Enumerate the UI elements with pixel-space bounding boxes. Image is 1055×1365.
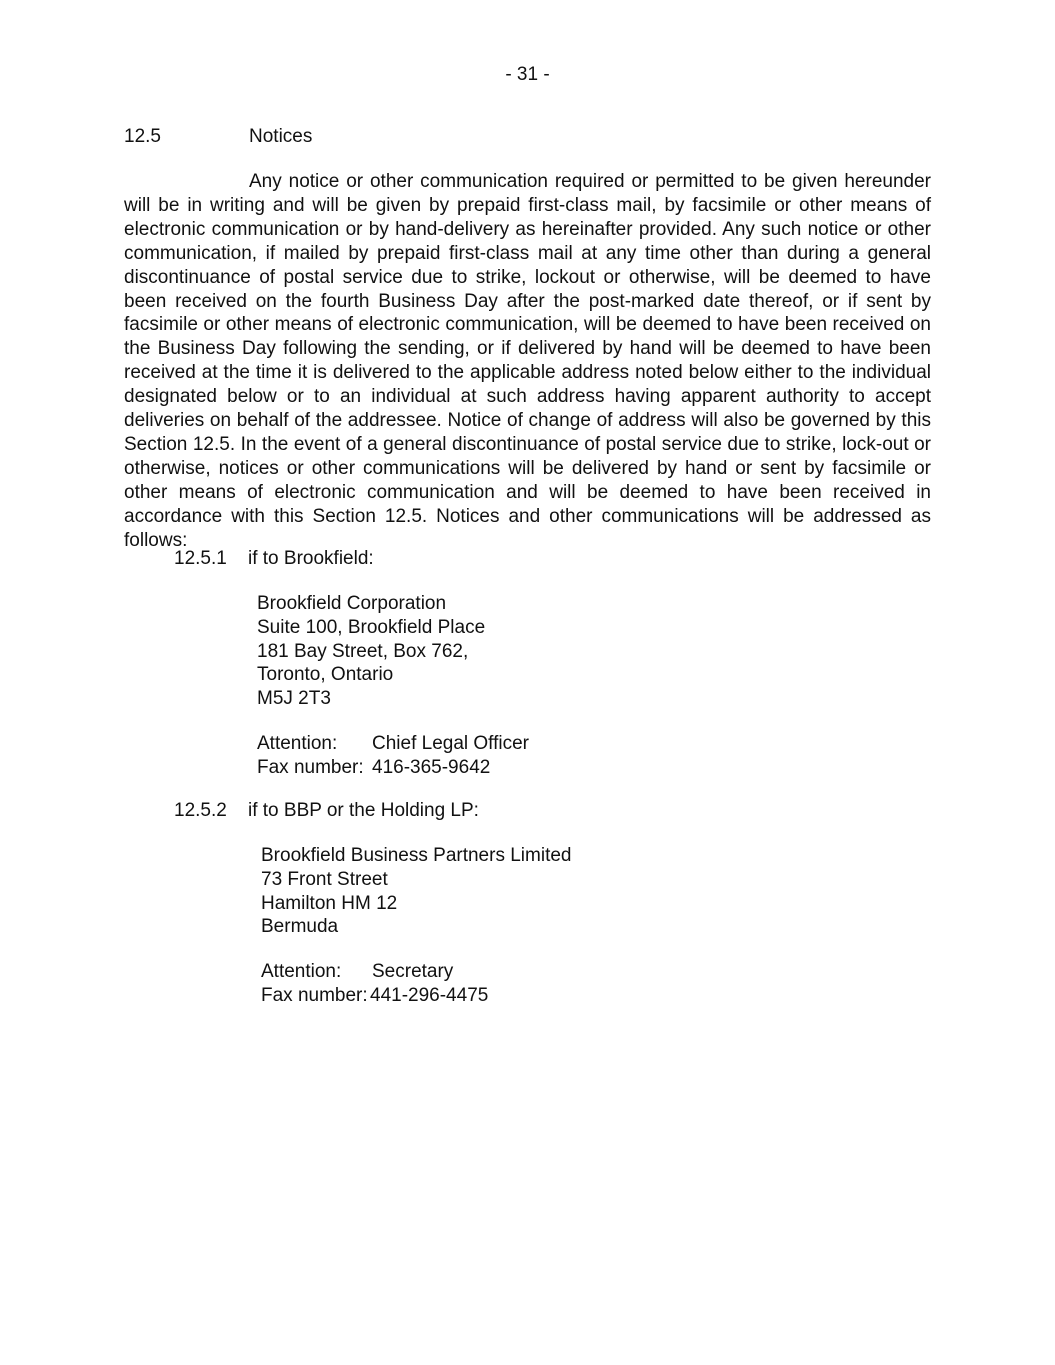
subsection-heading-bbp: [174, 800, 479, 822]
section-body: Any notice or other communication required or permitted to be given hereunder will be in writing and will be given by prepaid first-class mail, by facsimile or other means of electronic communication or by hand-delivery as hereinafter provided. Any such notice or other communication, if mailed by prepaid first-class mail at any time other than during a general discontinuance of postal service due to strike, lockout or otherwise, will be deemed to have been received on the fourth Business Day after the post-marked date thereof, or if sent by facsimile or other means of electronic communication, will be deemed to have been received on the Business Day following the sending, or if delivered by hand will be deemed to have been received at the time it is delivered to the applicable address noted below either to the individual designated below or to an individual at such address having apparent authority to accept deliveries on behalf of the addressee. Notice of change of address will also be governed by this Section 12.5. In the event of a general discontinuance of postal service due to strike, lock-out or otherwise, notices or other communications will be delivered by hand or sent by facsimile or other means of electronic communication and will be deemed to have been received in accordance with this Section 12.5. Notices and other communications will be addressed as follows:: [124, 171, 931, 551]
subsection-title: if to Brookfield:: [248, 548, 374, 569]
attention-value: Chief Legal Officer: [372, 733, 530, 754]
address-line: Hamilton HM 12: [261, 892, 398, 914]
address-line: 73 Front Street: [261, 868, 388, 890]
address-line: Brookfield Business Partners Limited: [261, 845, 572, 866]
fax-value: 416-365-9642: [372, 756, 491, 778]
fax-row: [257, 756, 529, 780]
address-block-brookfield: [257, 592, 485, 711]
address-line: M5J 2T3: [257, 688, 331, 710]
section-title: Notices: [249, 126, 313, 147]
attention-label: Attention:: [261, 961, 342, 982]
subsection-number: 12.5.1: [174, 548, 227, 569]
address-block-bbp: [261, 844, 571, 939]
attention-value: Secretary: [372, 961, 454, 982]
attention-label: Attention:: [257, 733, 338, 754]
page-number: - 31 -: [505, 64, 550, 85]
attention-row: [261, 960, 488, 984]
subsection-heading-brookfield: [174, 548, 374, 570]
fax-row: [261, 984, 488, 1008]
section-heading: [124, 126, 312, 148]
section-number: 12.5: [124, 126, 161, 147]
subsection-title: if to BBP or the Holding LP:: [248, 800, 479, 821]
contact-block-bbp: [261, 960, 488, 1008]
address-line: Suite 100, Brookfield Place: [257, 616, 486, 638]
attention-row: [257, 732, 529, 756]
fax-label: Fax number:: [257, 756, 364, 778]
subsection-number: 12.5.2: [174, 800, 227, 821]
fax-label: Fax number:: [261, 984, 368, 1006]
address-line: 181 Bay Street, Box 762,: [257, 640, 469, 662]
address-line: Brookfield Corporation: [257, 593, 447, 614]
address-line: Toronto, Ontario: [257, 664, 394, 686]
contact-block-brookfield: [257, 732, 529, 780]
fax-value: 441-296-4475: [370, 984, 489, 1006]
address-line: Bermuda: [261, 916, 339, 938]
